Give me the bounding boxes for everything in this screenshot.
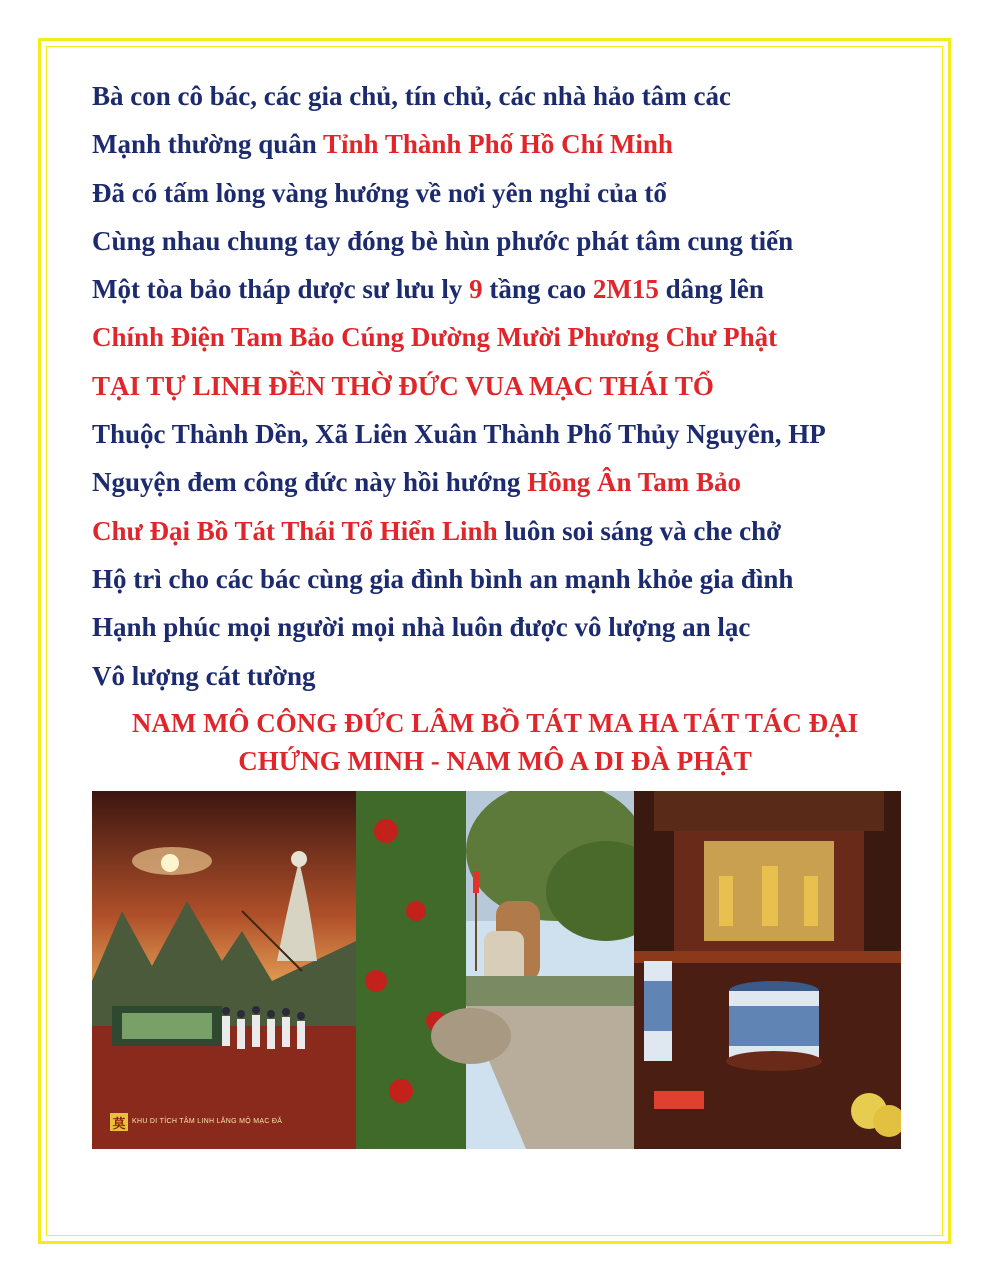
body-text: Thuộc Thành Dền, Xã Liên Xuân Thành Phố Thủy Nguyên, HP [92,419,826,450]
text-line-1 [92,72,912,120]
highlight-text: Chính Điện Tam Bảo Cúng Dường Mười Phương Chư Phật [92,322,778,353]
body-text: luôn soi sáng và che chở [497,515,782,546]
highlight-text: Chư Đại Bồ Tát Thái Tổ Hiển Linh [92,515,498,546]
body-text: Vô lượng cát tường [92,660,316,691]
text-line-11 [92,555,912,603]
text-line-8 [92,410,912,458]
text-line-3 [92,169,912,217]
body-text: Hộ trì cho các bác cùng gia đình bình an mạnh khỏe gia đình [92,563,794,594]
text-line-10 [92,507,912,555]
garden-stele-photo [356,791,634,1149]
photo-strip [92,791,901,1149]
closing-invocation [60,704,930,780]
body-text: Đã có tấm lòng vàng hướng về nơi yên nghỉ của tổ [92,177,667,208]
body-text: Mạnh thường quân [92,129,324,160]
altar-photo [634,791,901,1149]
seal-icon: 莫 [110,1113,128,1131]
closing-line-2: CHỨNG MINH - NAM MÔ A DI ĐÀ PHẬT [238,746,752,776]
text-line-2 [92,120,912,168]
body-text: Cùng nhau chung tay đóng bè hùn phước phát tâm cung tiến [92,225,794,256]
text-line-12 [92,603,912,651]
body-text: Hạnh phúc mọi người mọi nhà luôn được vô lượng an lạc [92,612,751,643]
dedication-text [92,72,912,700]
highlight-text: Hồng Ân Tam Bảo [527,467,742,498]
highlight-text: 2M15 [592,274,659,305]
body-text: dâng lên [658,274,764,305]
highlight-text: TẠI TỰ LINH ĐỀN THỜ ĐỨC VUA MẠC THÁI TỔ [92,370,714,401]
text-line-6 [92,313,912,361]
body-text: tầng cao [482,274,593,305]
text-line-13 [92,652,912,700]
text-line-9 [92,458,912,506]
closing-line-1: NAM MÔ CÔNG ĐỨC LÂM BỒ TÁT MA HA TÁT TÁC ĐẠI [131,708,859,738]
text-line-4 [92,217,912,265]
text-line-7 [92,362,912,410]
body-text: Bà con cô bác, các gia chủ, tín chủ, các nhà hảo tâm các [92,81,731,111]
body-text: Nguyện đem công đức này hồi hướng [92,467,528,498]
text-line-5 [92,265,912,313]
highlight-text: 9 [469,274,483,305]
memorial-cover-photo [92,791,356,1149]
highlight-text: Tỉnh Thành Phố Hồ Chí Minh [323,129,673,160]
cover-caption: KHU DI TÍCH TÂM LINH LĂNG MỘ MẠC ĐĂ [132,1118,283,1125]
body-text: Một tòa bảo tháp dược sư lưu ly [92,274,470,305]
